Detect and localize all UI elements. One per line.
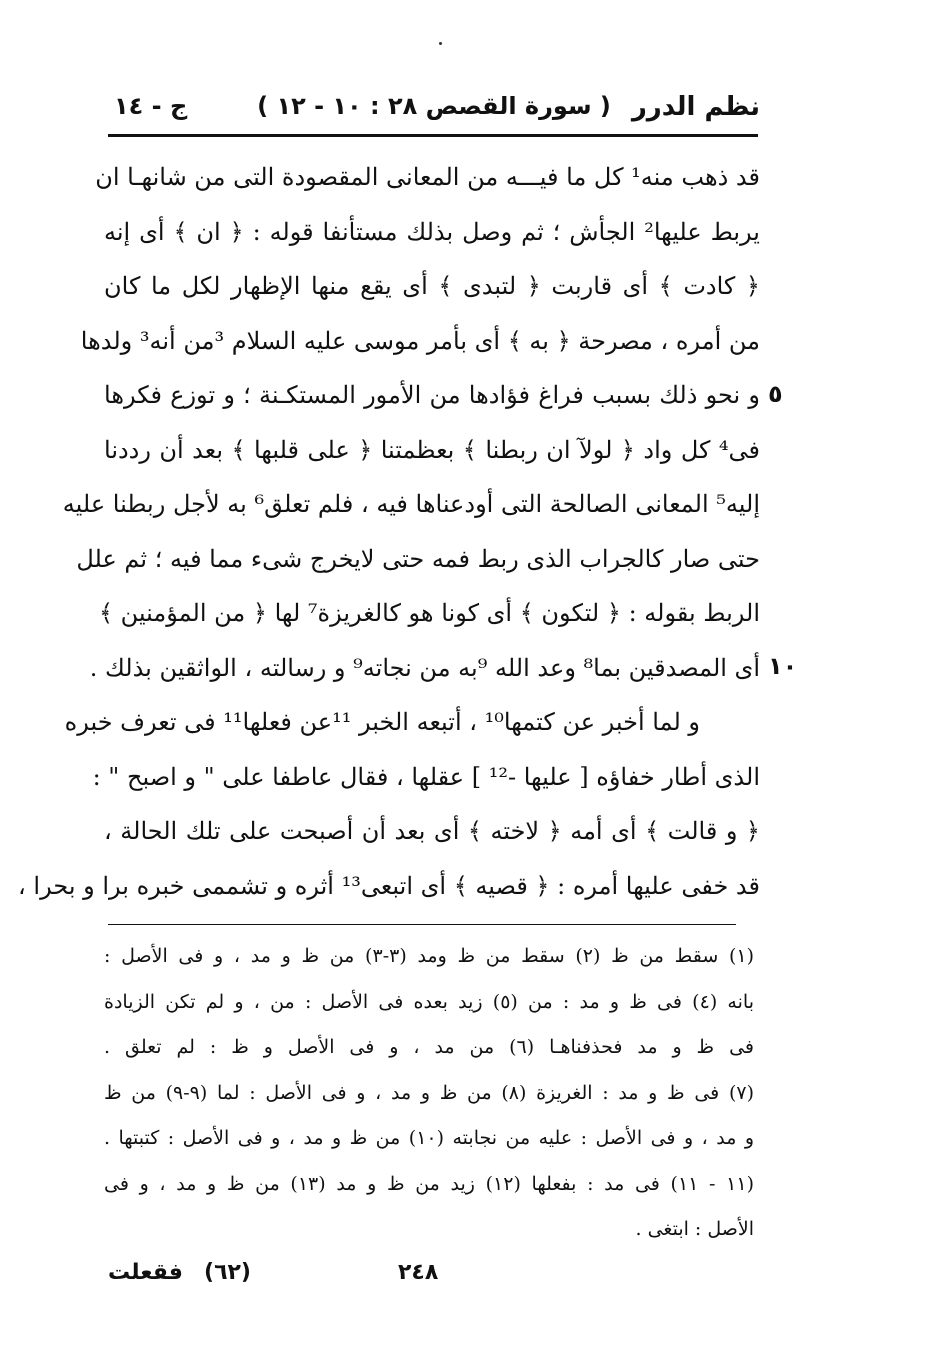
text-line: و لما أخبر عن كتمها¹⁰ ، أتبعه الخبر ¹¹عن فعلها¹¹ فى تعرف خبره [64, 708, 700, 736]
text-line: من أمره ، مصرحة ﴿ به ﴾ أى بأمر موسى عليه السلام ³من أنه³ ولدها [80, 326, 760, 355]
footnote-line: (١) سقط من ظ (٢) سقط من ظ ومد (٣-٣) من ظ و مد ، و فى الأصل : [104, 945, 754, 967]
sheet-number: (٦٢) [204, 1260, 251, 1285]
footnote-line: و مد ، و فى الأصل : عليه من نجابته (١٠) من ظ و مد ، و فى الأصل : كتبتها . [104, 1127, 755, 1149]
line-number-10: ١٠ [768, 652, 798, 680]
page-footer [108, 1260, 758, 1300]
text-line: الربط بقوله : ﴿ لتكون ﴾ أى كونا هو كالغريزة⁷ لها ﴿ من المؤمنين ﴾ [98, 599, 760, 627]
speck [439, 42, 442, 45]
text-line: حتى صار كالجراب الذى ربط فمه حتى لايخرج شىء مما فيه ؛ ثم علل [76, 544, 760, 573]
page-number: ٢٤٨ [398, 1260, 439, 1285]
header-rule [108, 134, 758, 137]
text-line: ﴿ كادت ﴾ أى قاربت ﴿ لتبدى ﴾ أى يقع منها الإظهار لكل ما كان [104, 272, 760, 300]
text-line: الذى أطار خفاؤه [ عليها -¹² ] عقلها ، فقال عاطفا على " و اصبح " : [92, 762, 760, 791]
volume-number: ج - ١٤ [114, 92, 188, 120]
surah-reference: ( سورة القصص ٢٨ : ١٠ - ١٢ ) [257, 92, 611, 120]
book-title: نظم الدرر [631, 92, 760, 122]
text-line: ﴿ و قالت ﴾ أى أمه ﴿ لاخته ﴾ أى بعد أن أصبحت على تلك الحالة ، [104, 817, 760, 845]
footnote-line: الأصل : ابتغى . [635, 1218, 754, 1240]
footnote-line: فى ظ و مد فحذفناهـا (٦) من مد ، و فى الأصل و ظ : لم تعلق . [104, 1036, 754, 1058]
line-number-5: ٥ [768, 380, 783, 408]
text-line: قد ذهب منه¹ كل ما فيـــه من المعانى المقصودة التى من شانهـا ان [95, 163, 760, 191]
footnote-line: (١١ - ١١) فى مد : بفعلها (١٢) زيد من ظ و مد (١٣) من ظ و مد ، و فى [104, 1172, 754, 1195]
main-text [18, 150, 760, 913]
signature-mark: فقعلت [108, 1260, 183, 1285]
running-header [108, 84, 760, 132]
text-line: قد خفى عليها أمره : ﴿ قصيه ﴾ أى اتبعى¹³ أثره و تشممى خبره برا و بحرا ، [18, 871, 760, 900]
text-line: يربط عليها² الجأش ؛ ثم وصل بذلك مستأنفا قوله : ﴿ ان ﴾ أى إنه [104, 217, 760, 246]
footnote-line: بانه (٤) فى ظ و مد : من (٥) زيد بعده فى الأصل : من ، و لم تكن الزيادة [104, 990, 754, 1013]
footnotes [104, 934, 754, 1253]
text-line: فى⁴ كل واد ﴿ لولآ ان ربطنا ﴾ بعظمتنا ﴿ على قلبها ﴾ بعد أن رددنا [104, 435, 760, 464]
text-line: و نحو ذلك بسبب فراغ فؤادها من الأمور المستكـنة ؛ و توزع فكرها [104, 381, 760, 409]
text-line: أى المصدقين بما⁸ وعد الله ⁹به من نجاته⁹ و رسالته ، الواثقين بذلك . [89, 653, 760, 682]
footnote-rule [108, 924, 736, 925]
footnote-line: (٧) فى ظ و مد : الغريزة (٨) من ظ و مد ، و فى الأصل : لما (٩-٩) من ظ [104, 1081, 754, 1104]
text-line: إليه⁵ المعانى الصالحة التى أودعناها فيه ، فلم تعلق⁶ به لأجل ربطنا عليه [62, 490, 760, 518]
